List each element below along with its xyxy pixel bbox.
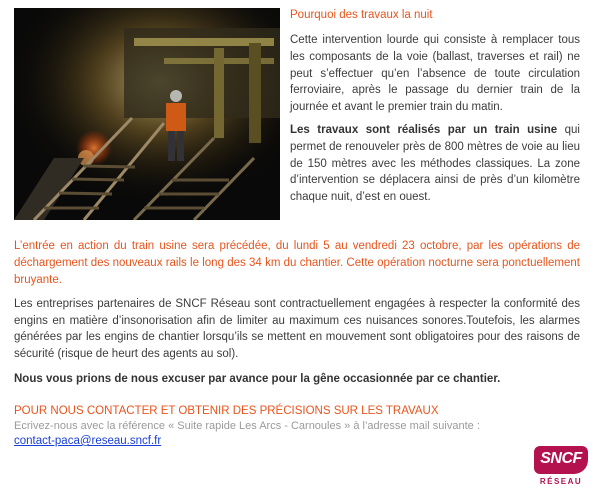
rail-unloading-notice: L’entrée en action du train usine sera précédée, du lundi 5 au vendredi 23 octobre, par les opérations de déchargement des nouveaux rails le long des 34 km du chantier. Cette opération nocturne sera ponctuellement bruyante. xyxy=(14,240,580,286)
train-usine-paragraph xyxy=(290,122,580,206)
noise-info-paragraph: Les entreprises partenaires de SNCF Réseau sont contractuellement engagées à respecter la conformité des engins en matière d’insonorisation afin de limiter au maximum ces nuisances sonores.Toutefois, les alarmes générées par les engins de chantier lorsqu’ils se mettent en mouvement sont obligatoires pour des raisons de sécurité (risque de heurt des agents au sol). xyxy=(14,298,580,360)
contact-email-link[interactable]: contact-paca@reseau.sncf.fr xyxy=(14,435,162,447)
train-usine-rest: qui permet de renouveler près de 800 mètres de voie au lieu de 150 mètres avec les méthodes classiques. La zone d’intervention se déplacera ainsi de près d’un kilomètre chaque nuit, d’est en ouest. xyxy=(290,123,580,204)
contact-instructions: Ecrivez-nous avec la référence « Suite rapide Les Arcs - Carnoules » à l’adresse mail suivante : xyxy=(14,420,480,432)
logo-wordmark: SNCF xyxy=(540,450,582,467)
train-usine-bold: Les travaux sont réalisés par un train usine xyxy=(290,123,558,136)
night-works-photo xyxy=(14,8,280,220)
sncf-reseau-logo xyxy=(528,446,590,492)
intro-column xyxy=(290,8,580,212)
apology-text: Nous vous prions de nous excuser par avance pour la gêne occasionnée par ce chantier. xyxy=(14,373,501,385)
section-title: Pourquoi des travaux la nuit xyxy=(290,9,433,21)
logo-subtitle: RÉSEAU xyxy=(539,477,583,486)
intro-paragraph: Cette intervention lourde qui consiste à remplacer tous les composants de la voie (ballast, traverses et rail) ne peut s’effectuer qu’en l’absence de toute circulation ferroviaire, après le passage du dernier train de la journée et avant le premier train du matin. xyxy=(290,34,580,114)
contact-title: POUR NOUS CONTACTER ET OBTENIR DES PRÉCISIONS SUR LES TRAVAUX xyxy=(14,405,439,417)
